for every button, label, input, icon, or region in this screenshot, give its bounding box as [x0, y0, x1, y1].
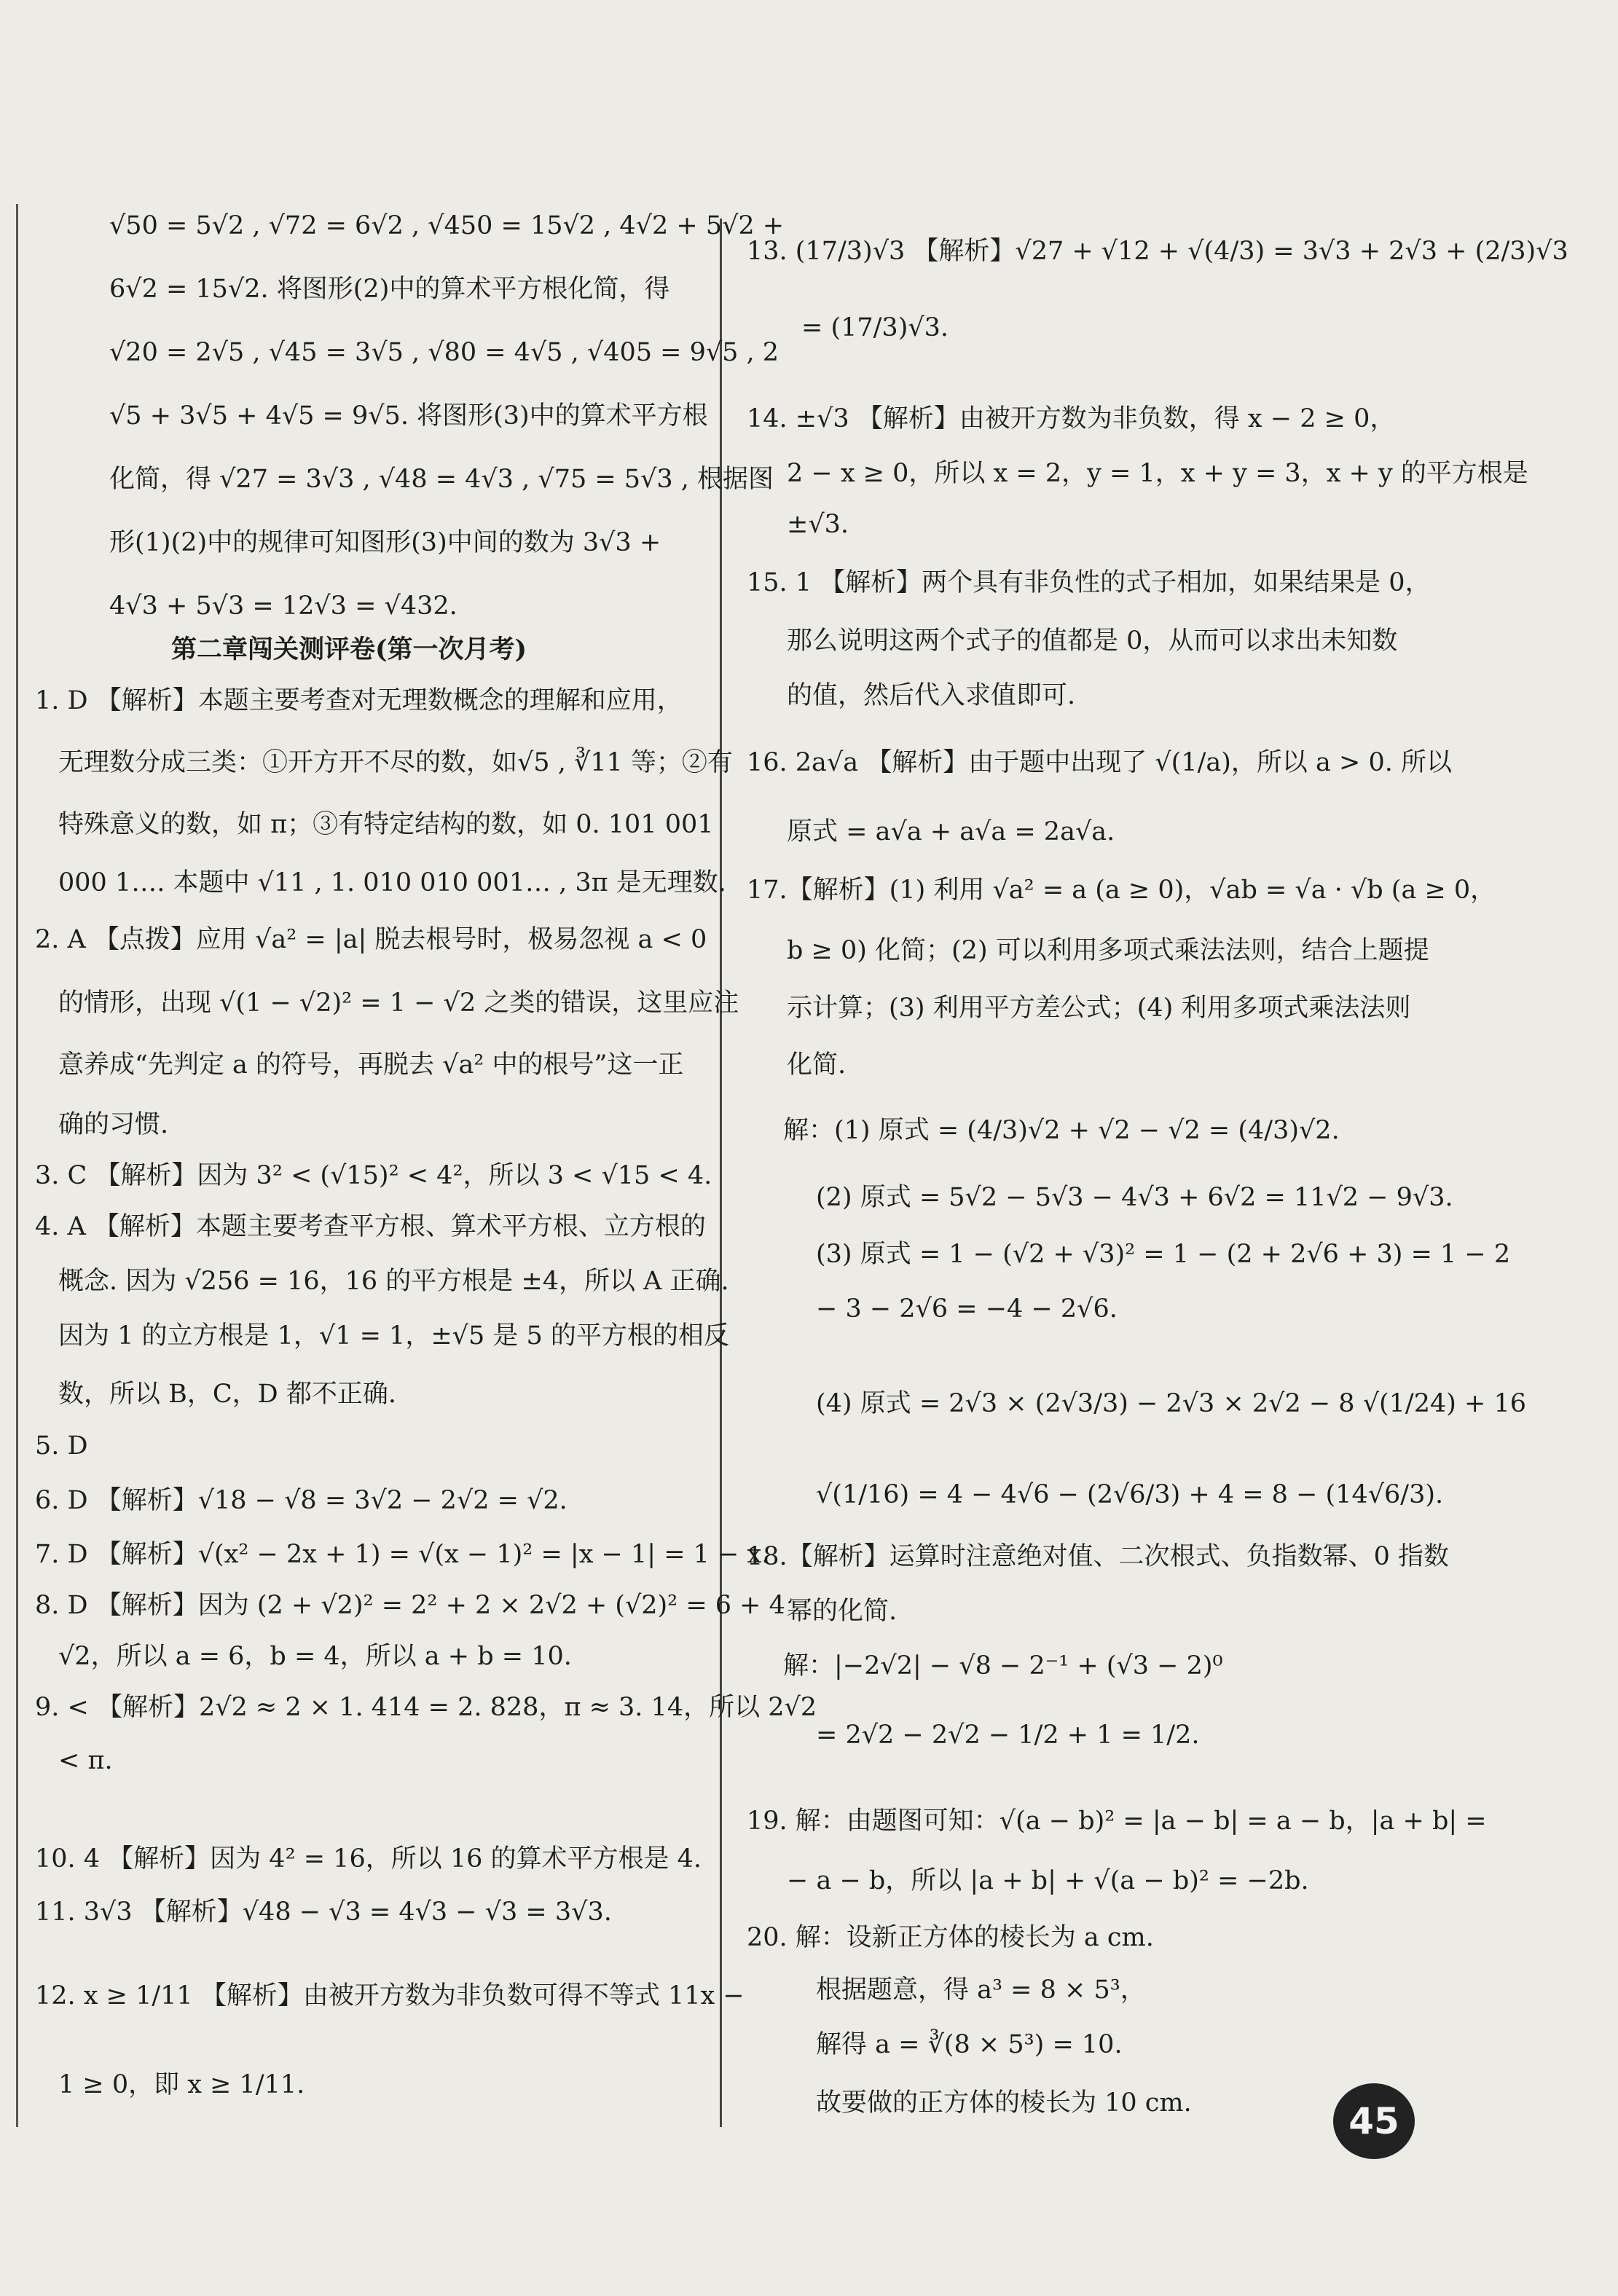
solution-line: (2) 原式 = 5√2 − 5√3 − 4√3 + 6√2 = 11√2 − 9√3.	[816, 1183, 1453, 1212]
left-margin-rule	[16, 204, 18, 2127]
answer-item: 8. D 【解析】因为 (2 + √2)² = 2² + 2 × 2√2 + (√2)² = 6 + 4	[35, 1591, 785, 1620]
solution-line: (4) 原式 = 2√3 × (2√3/3) − 2√3 × 2√2 − 8 √(1/24) + 16	[816, 1389, 1527, 1418]
answer-item: 6. D 【解析】√18 − √8 = 3√2 − 2√2 = √2.	[35, 1486, 568, 1515]
answer-item: 15. 1 【解析】两个具有非负性的式子相加，如果结果是 0，	[747, 568, 1431, 597]
left-line: 化简，得 √27 = 3√3 , √48 = 4√3 , √75 = 5√3 , 根据图	[109, 465, 774, 494]
answer-item: 7. D 【解析】√(x² − 2x + 1) = √(x − 1)² = |x − 1| = 1 − x.	[35, 1540, 770, 1569]
left-line: √50 = 5√2 , √72 = 6√2 , √450 = 15√2 , 4√2 + 5√2 +	[109, 211, 785, 240]
solution-line: 解得 a = ∛(8 × 5³) = 10.	[816, 2030, 1123, 2059]
left-line: 1 ≥ 0，即 x ≥ 1/11.	[58, 2070, 305, 2099]
right-line: ±√3.	[787, 510, 849, 539]
solution-line: 故要做的正方体的棱长为 10 cm.	[816, 2088, 1192, 2118]
solution-line: 解：|−2√2| − √8 − 2⁻¹ + (√3 − 2)⁰	[783, 1651, 1223, 1680]
right-line: 幂的化简.	[787, 1597, 898, 1626]
left-line: √20 = 2√5 , √45 = 3√5 , √80 = 4√5 , √405 = 9√5 , 2	[109, 338, 779, 367]
right-line: 2 − x ≥ 0，所以 x = 2，y = 1，x + y = 3，x + y 的平方根是	[787, 459, 1528, 488]
right-line: 的值，然后代入求值即可.	[787, 681, 1076, 710]
answer-item: 18.【解析】运算时注意绝对值、二次根式、负指数幂、0 指数	[747, 1542, 1450, 1571]
right-line: 那么说明这两个式子的值都是 0，从而可以求出未知数	[787, 626, 1398, 656]
solution-line: √(1/16) = 4 − 4√6 − (2√6/3) + 4 = 8 − (14√6/3).	[816, 1480, 1444, 1509]
answer-item: 5. D	[35, 1431, 88, 1460]
solution-line: 根据题意，得 a³ = 8 × 5³，	[816, 1975, 1146, 2005]
right-line: − a − b，所以 |a + b| + √(a − b)² = −2b.	[787, 1866, 1309, 1895]
answer-item: 1. D 【解析】本题主要考查对无理数概念的理解和应用，	[35, 686, 683, 715]
answer-item: 12. x ≥ 1/11 【解析】由被开方数为非负数可得不等式 11x −	[35, 1981, 745, 2010]
answer-item: 13. (17/3)√3 【解析】√27 + √12 + √(4/3) = 3√3 + 2√3 + (2/3)√3	[747, 237, 1568, 266]
left-line: 因为 1 的立方根是 1，√1 = 1，±√5 是 5 的平方根的相反	[58, 1321, 729, 1351]
right-line: = (17/3)√3.	[801, 313, 949, 342]
answer-item: 14. ±√3 【解析】由被开方数为非负数，得 x − 2 ≥ 0，	[747, 404, 1396, 433]
answer-item: 17.【解析】(1) 利用 √a² = a (a ≥ 0)，√ab = √a · √b (a ≥ 0，	[747, 876, 1496, 905]
left-line: 特殊意义的数，如 π；③有特定结构的数，如 0. 101 001	[58, 810, 714, 839]
left-line: 形(1)(2)中的规律可知图形(3)中间的数为 3√3 +	[109, 528, 661, 557]
left-line: 6√2 = 15√2. 将图形(2)中的算术平方根化简，得	[109, 275, 670, 304]
left-line: 4√3 + 5√3 = 12√3 = √432.	[109, 591, 457, 621]
answer-item: 11. 3√3 【解析】√48 − √3 = 4√3 − √3 = 3√3.	[35, 1898, 612, 1927]
answer-item: 3. C 【解析】因为 3² < (√15)² < 4²，所以 3 < √15 < 4.	[35, 1161, 712, 1190]
answer-item: 10. 4 【解析】因为 4² = 16，所以 16 的算术平方根是 4.	[35, 1844, 702, 1874]
answer-item: 16. 2a√a 【解析】由于题中出现了 √(1/a)，所以 a > 0. 所以	[747, 748, 1452, 777]
answer-item: 9. < 【解析】2√2 ≈ 2 × 1. 414 = 2. 828，π ≈ 3. 14，所以 2√2	[35, 1693, 817, 1722]
left-line: 000 1…. 本题中 √11 , 1. 010 010 001… , 3π 是无理数.	[58, 868, 726, 897]
column-divider	[720, 219, 722, 2127]
left-line: 无理数分成三类：①开方开不尽的数，如√5 , ∛11 等；②有	[58, 748, 733, 777]
answer-item: 19. 解：由题图可知：√(a − b)² = |a − b| = a − b，|a + b| =	[747, 1806, 1487, 1836]
left-line: 确的习惯.	[58, 1110, 169, 1139]
right-line: 原式 = a√a + a√a = 2a√a.	[787, 817, 1115, 846]
solution-line: − 3 − 2√6 = −4 − 2√6.	[816, 1294, 1118, 1324]
answer-item: 2. A 【点拨】应用 √a² = |a| 脱去根号时，极易忽视 a < 0	[35, 925, 707, 954]
left-line: √5 + 3√5 + 4√5 = 9√5. 将图形(3)中的算术平方根	[109, 401, 708, 430]
answer-item: 20. 解：设新正方体的棱长为 a cm.	[747, 1923, 1154, 1952]
solution-line: 解：(1) 原式 = (4/3)√2 + √2 − √2 = (4/3)√2.	[783, 1116, 1340, 1145]
right-line: 示计算；(3) 利用平方差公式；(4) 利用多项式乘法法则	[787, 994, 1411, 1023]
solution-line: (3) 原式 = 1 − (√2 + √3)² = 1 − (2 + 2√6 + 3) = 1 − 2	[816, 1240, 1511, 1269]
right-line: 化简.	[787, 1050, 847, 1080]
left-line: √2，所以 a = 6，b = 4，所以 a + b = 10.	[58, 1642, 572, 1671]
answer-item: 4. A 【解析】本题主要考查平方根、算术平方根、立方根的	[35, 1212, 706, 1241]
left-line: 意养成“先判定 a 的符号，再脱去 √a² 中的根号”这一正	[58, 1050, 684, 1080]
chapter-title: 第二章闯关测评卷(第一次月考)	[171, 634, 527, 664]
solution-line: = 2√2 − 2√2 − 1/2 + 1 = 1/2.	[816, 1721, 1200, 1750]
left-line: 的情形，出现 √(1 − √2)² = 1 − √2 之类的错误，这里应注	[58, 988, 739, 1018]
right-line: b ≥ 0) 化简；(2) 可以利用多项式乘法法则，结合上题提	[787, 936, 1429, 965]
page-number: 45	[1333, 2083, 1415, 2159]
left-line: 数，所以 B，C，D 都不正确.	[58, 1380, 396, 1409]
left-line: < π.	[58, 1746, 113, 1775]
left-line: 概念. 因为 √256 = 16，16 的平方根是 ±4，所以 A 正确.	[58, 1267, 729, 1296]
